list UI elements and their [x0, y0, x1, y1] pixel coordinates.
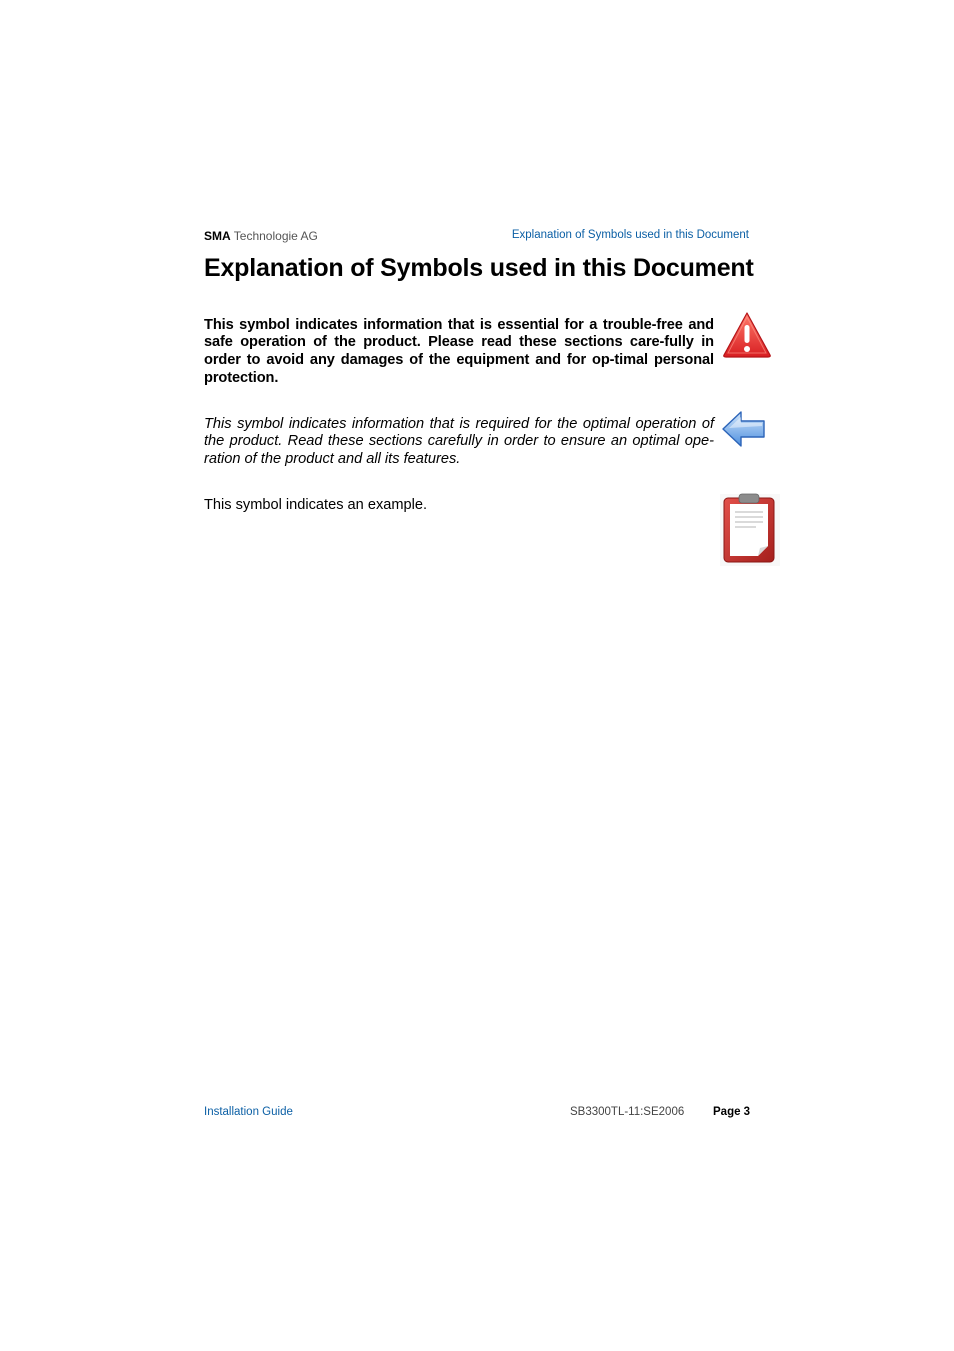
info-paragraph: This symbol indicates information that is required for the optimal operation of the product. Read these sections carefully in order to ensure an optimal ope-ration of the product and all its features. [204, 415, 714, 468]
page-title: Explanation of Symbols used in this Document [204, 254, 754, 282]
brand-name: SMA [204, 229, 231, 243]
footer-page-number: Page 3 [713, 1106, 751, 1118]
warning-paragraph: This symbol indicates information that is essential for a trouble-free and safe operation of the product. Please read these sections care-fully in order to avoid any damages of the equipment and for op-timal personal protection. [204, 316, 714, 386]
example-paragraph: This symbol indicates an example. [204, 496, 428, 513]
warning-icon [722, 311, 772, 359]
company-name: Technologie AG [230, 229, 318, 243]
header-company [204, 229, 318, 243]
clipboard-icon [718, 490, 782, 568]
footer-document-code: SB3300TL-11:SE2006 [570, 1106, 685, 1118]
left-arrow-icon [721, 409, 767, 449]
header-section-title: Explanation of Symbols used in this Document [511, 229, 749, 241]
footer-document-type: Installation Guide [204, 1106, 293, 1118]
